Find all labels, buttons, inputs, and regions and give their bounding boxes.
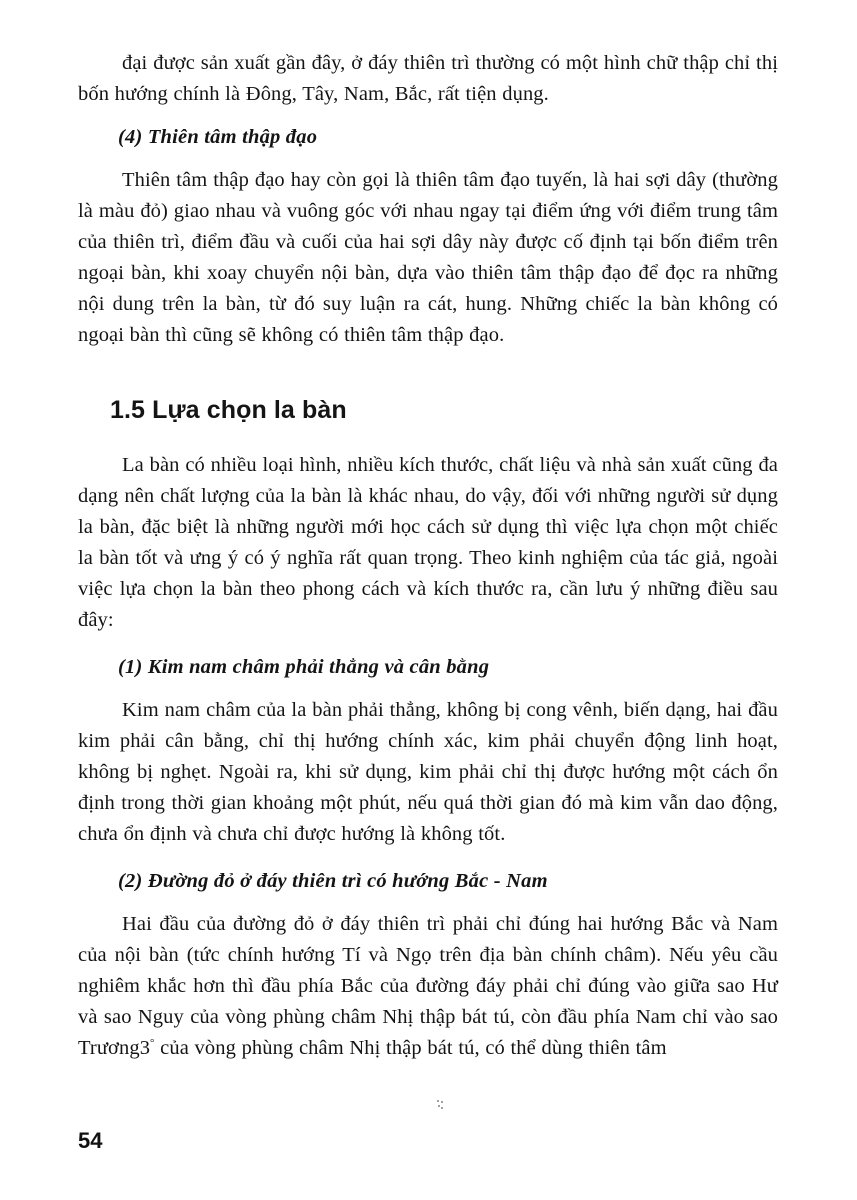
star-truong-number: 3 — [139, 1037, 151, 1059]
page-number: 54 — [78, 1128, 103, 1153]
paragraph-duong-do-part-b: của vòng phùng châm Nhị thập bát tú, có thể dùng thiên tâm — [154, 1037, 667, 1059]
spacer — [78, 683, 778, 695]
section-heading-1-5-lua-chon-la-ban: 1.5 Lựa chọn la bàn — [110, 396, 347, 424]
spacer — [78, 110, 778, 122]
subheading-2-duong-do-day-thien-tri: (2) Đường đỏ ở đáy thiên trì có hướng Bắc - Nam — [118, 870, 548, 892]
spacer — [78, 897, 778, 909]
subheading-4-thien-tam-thap-dao: (4) Thiên tâm thập đạo — [118, 126, 318, 148]
paragraph-thien-tam-thap-dao: Thiên tâm thập đạo hay còn gọi là thiên tâm đạo tuyến, là hai sợi dây (thường là màu đỏ) giao nhau và vuông góc với nhau ngay tại điểm ứng với điểm trung tâm của thiên trì, điểm đầu và cuối của hai sợi dây này được cố định tại bốn điểm trên ngoại bàn, khi xoay chuyển nội bàn, dựa vào thiên tâm thập đạo để đọc ra những nội dung trên la bàn, từ đó suy luận ra cát, hung. Những chiếc la bàn không có ngoại bàn thì cũng sẽ không có thiên tâm thập đạo. — [78, 169, 778, 346]
paragraph-duong-do-bac-nam — [78, 909, 778, 1064]
paragraph-continuation-top: đại được sản xuất gần đây, ở đáy thiên trì thường có một hình chữ thập chỉ thị bốn hướng chính là Đông, Tây, Nam, Bắc, rất tiện dụng. — [78, 52, 778, 105]
page-content — [78, 48, 778, 1064]
degree-symbol-icon: ° — [150, 1037, 155, 1050]
paragraph-la-ban-lua-chon: La bàn có nhiều loại hình, nhiều kích thước, chất liệu và nhà sản xuất cũng đa dạng nên chất lượng của la bàn là khác nhau, do vậy, đối với những người sử dụng la bàn, đặc biệt là những người mới học cách sử dụng thì việc lựa chọn một chiếc la bàn tốt và ưng ý có ý nghĩa rất quan trọng. Theo kinh nghiệm của tác giả, ngoài việc lựa chọn la bàn theo phong cách và kích thước ra, cần lưu ý những điều sau đây: — [78, 454, 778, 631]
paragraph-kim-nam-cham: Kim nam châm của la bàn phải thẳng, không bị cong vênh, biến dạng, hai đầu kim phải cân bằng, chỉ thị hướng chính xác, kim phải chuyển động linh hoạt, không bị nghẹt. Ngoài ra, khi sử dụng, kim phải chỉ thị được hướng một cách ổn định trong thời gian khoảng một phút, nếu quá thời gian đó mà kim vẫn dao động, chưa ổn định và chưa chỉ được hướng là không tốt. — [78, 699, 778, 845]
spacer — [78, 850, 778, 866]
spacer — [78, 636, 778, 652]
paragraph-duong-do-part-a: Hai đầu của đường đỏ ở đáy thiên trì phải chỉ đúng hai hướng Bắc và Nam của nội bàn (tức chính hướng Tí và Ngọ trên địa bàn chính châm). Nếu yêu cầu nghiêm khắc hơn thì đầu phía Bắc của đường đáy phải chỉ đúng vào giữa sao Hư và sao Nguy của vòng phùng châm Nhị thập bát tú, còn đầu phía Nam chỉ vào sao Trương — [78, 913, 778, 1059]
spacer — [78, 351, 778, 395]
spacer — [78, 426, 778, 450]
subheading-1-kim-nam-cham: (1) Kim nam châm phải thẳng và cân bằng — [118, 656, 490, 678]
scan-smudge-artifact — [437, 1100, 444, 1109]
spacer — [78, 153, 778, 165]
